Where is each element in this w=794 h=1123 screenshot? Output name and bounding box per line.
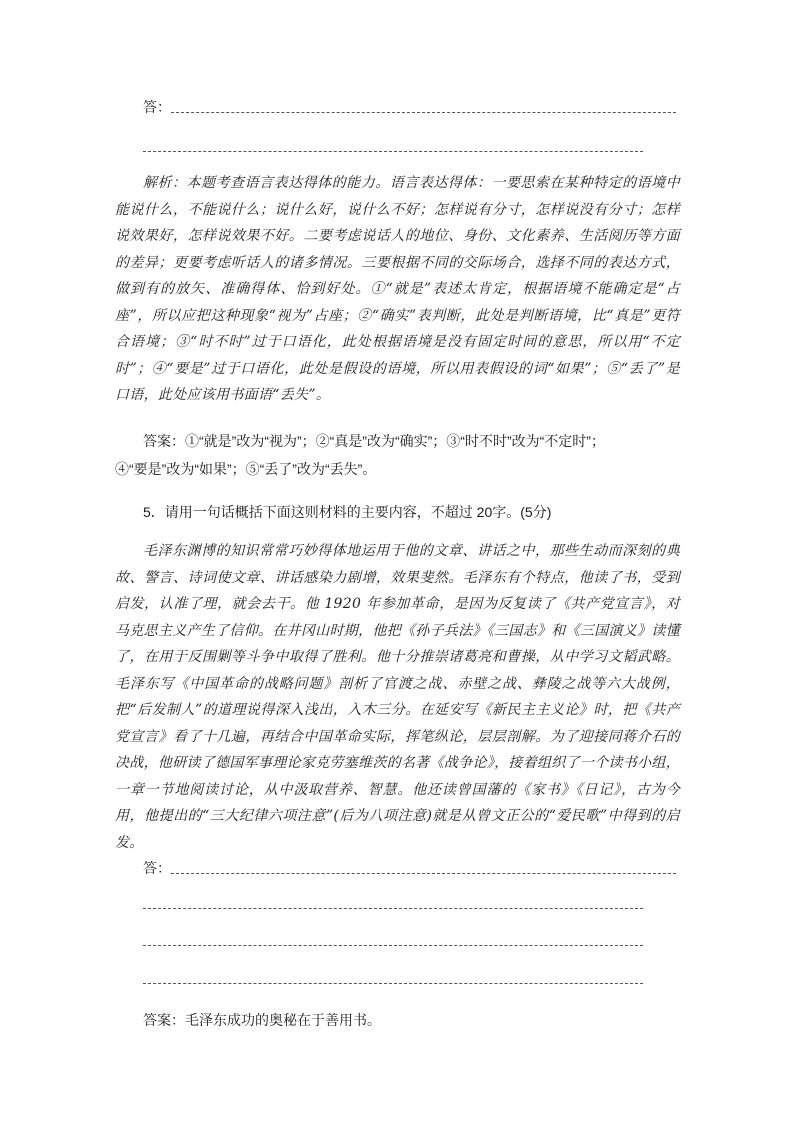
analysis-paragraph: 解析：本题考查语言表达得体的能力。语言表达得体：一要思索在某种特定的语境中能说什么，不能说什么；说什么好，说什么不好；怎样说有分寸，怎样说没有分寸；怎样说效果好，怎样说效果不好。二要考虑说话人的地位、身份、文化素养、生活阅历等方面的差异；更要考虑听话人的诸多情况。三要根据不同的交际场合，选择不同的表达方式，做到有的放矢、准确得体、恰到好处。①“就是”表述太肯定，根据语境不能确定是“占座”，所以应把这种现象“视为”占座；②“确实”表判断，此处是判断语境，比“真是”更符合语境；③“时不时”过于口语化，此处根据语境是没有固定时间的意思，所以用“不定时”；④“要是”过于口语化，此处是假设的语境，所以用表假设的词“如果”；⑤“丢了”是口语，此处应该用书面语“丢失”。	[115, 175, 680, 403]
answer-line-1	[143, 97, 676, 117]
answer-label: 答：	[143, 99, 171, 115]
answer-1-line-2: ④“要是”改为“如果”；⑤“丢了”改为“丢失”。	[115, 461, 377, 477]
material-paragraph: 毛泽东渊博的知识常常巧妙得体地运用于他的文章、讲话之中，那些生动而深刻的典故、警言、诗词使文章、讲话感染力剧增，效果斐然。毛泽东有个特点，他读了书，受到启发，认准了理，就会去干。他 1920 年参加革命，是因为反复读了《共产党宣言》，对马克思主义产生了信仰。在井冈山时期，他把《孙子兵法》《三国志》和《三国演义》读懂了，在用于反围剿等斗争中取得了胜利。他十分推崇诸葛亮和曹操，从中学习文韬武略。毛泽东写《中国革命的战略问题》剖析了官渡之战、赤壁之战、彝陵之战等六大战例，把“后发制人”的道理说得深入浅出，入木三分。在延安写《新民主主义论》时，把《共产党宣言》看了十几遍，再结合中国革命实际，挥笔纵论，层层剖解。为了迎接同蒋介石的决战，他研读了德国军事理论家克劳塞维茨的名著《战争论》，接着组织了一个读书小组，一章一节地阅读讨论，从中汲取营养、智慧。他还读曾国藩的《家书》《日记》，古为今用，他提出的“三大纪律六项注意”(后为八项注意)就是从曾文正公的“爱民歌”中得到的启发。	[115, 543, 680, 851]
answer-blank-line-3[interactable]	[143, 944, 643, 946]
answer-2: 答案：毛泽东成功的奥秘在于善用书。	[143, 1012, 381, 1028]
answer-label-2: 答：	[143, 860, 171, 876]
answer-blank-line-4[interactable]	[143, 982, 643, 984]
answer-blank-line[interactable]	[143, 150, 643, 152]
answer-1-line-1: 答案：①“就是”改为“视为”；②“真是”改为“确实”；③“时不时”改为“不定时”；	[143, 433, 605, 449]
answer-blank[interactable]	[171, 111, 676, 113]
answer-line-2	[143, 858, 676, 878]
answer-blank-2[interactable]	[171, 872, 676, 874]
question-5: 5．请用一句话概括下面这则材料的主要内容，不超过 20字。(5分)	[143, 504, 552, 520]
answer-blank-line-2[interactable]	[143, 907, 643, 909]
